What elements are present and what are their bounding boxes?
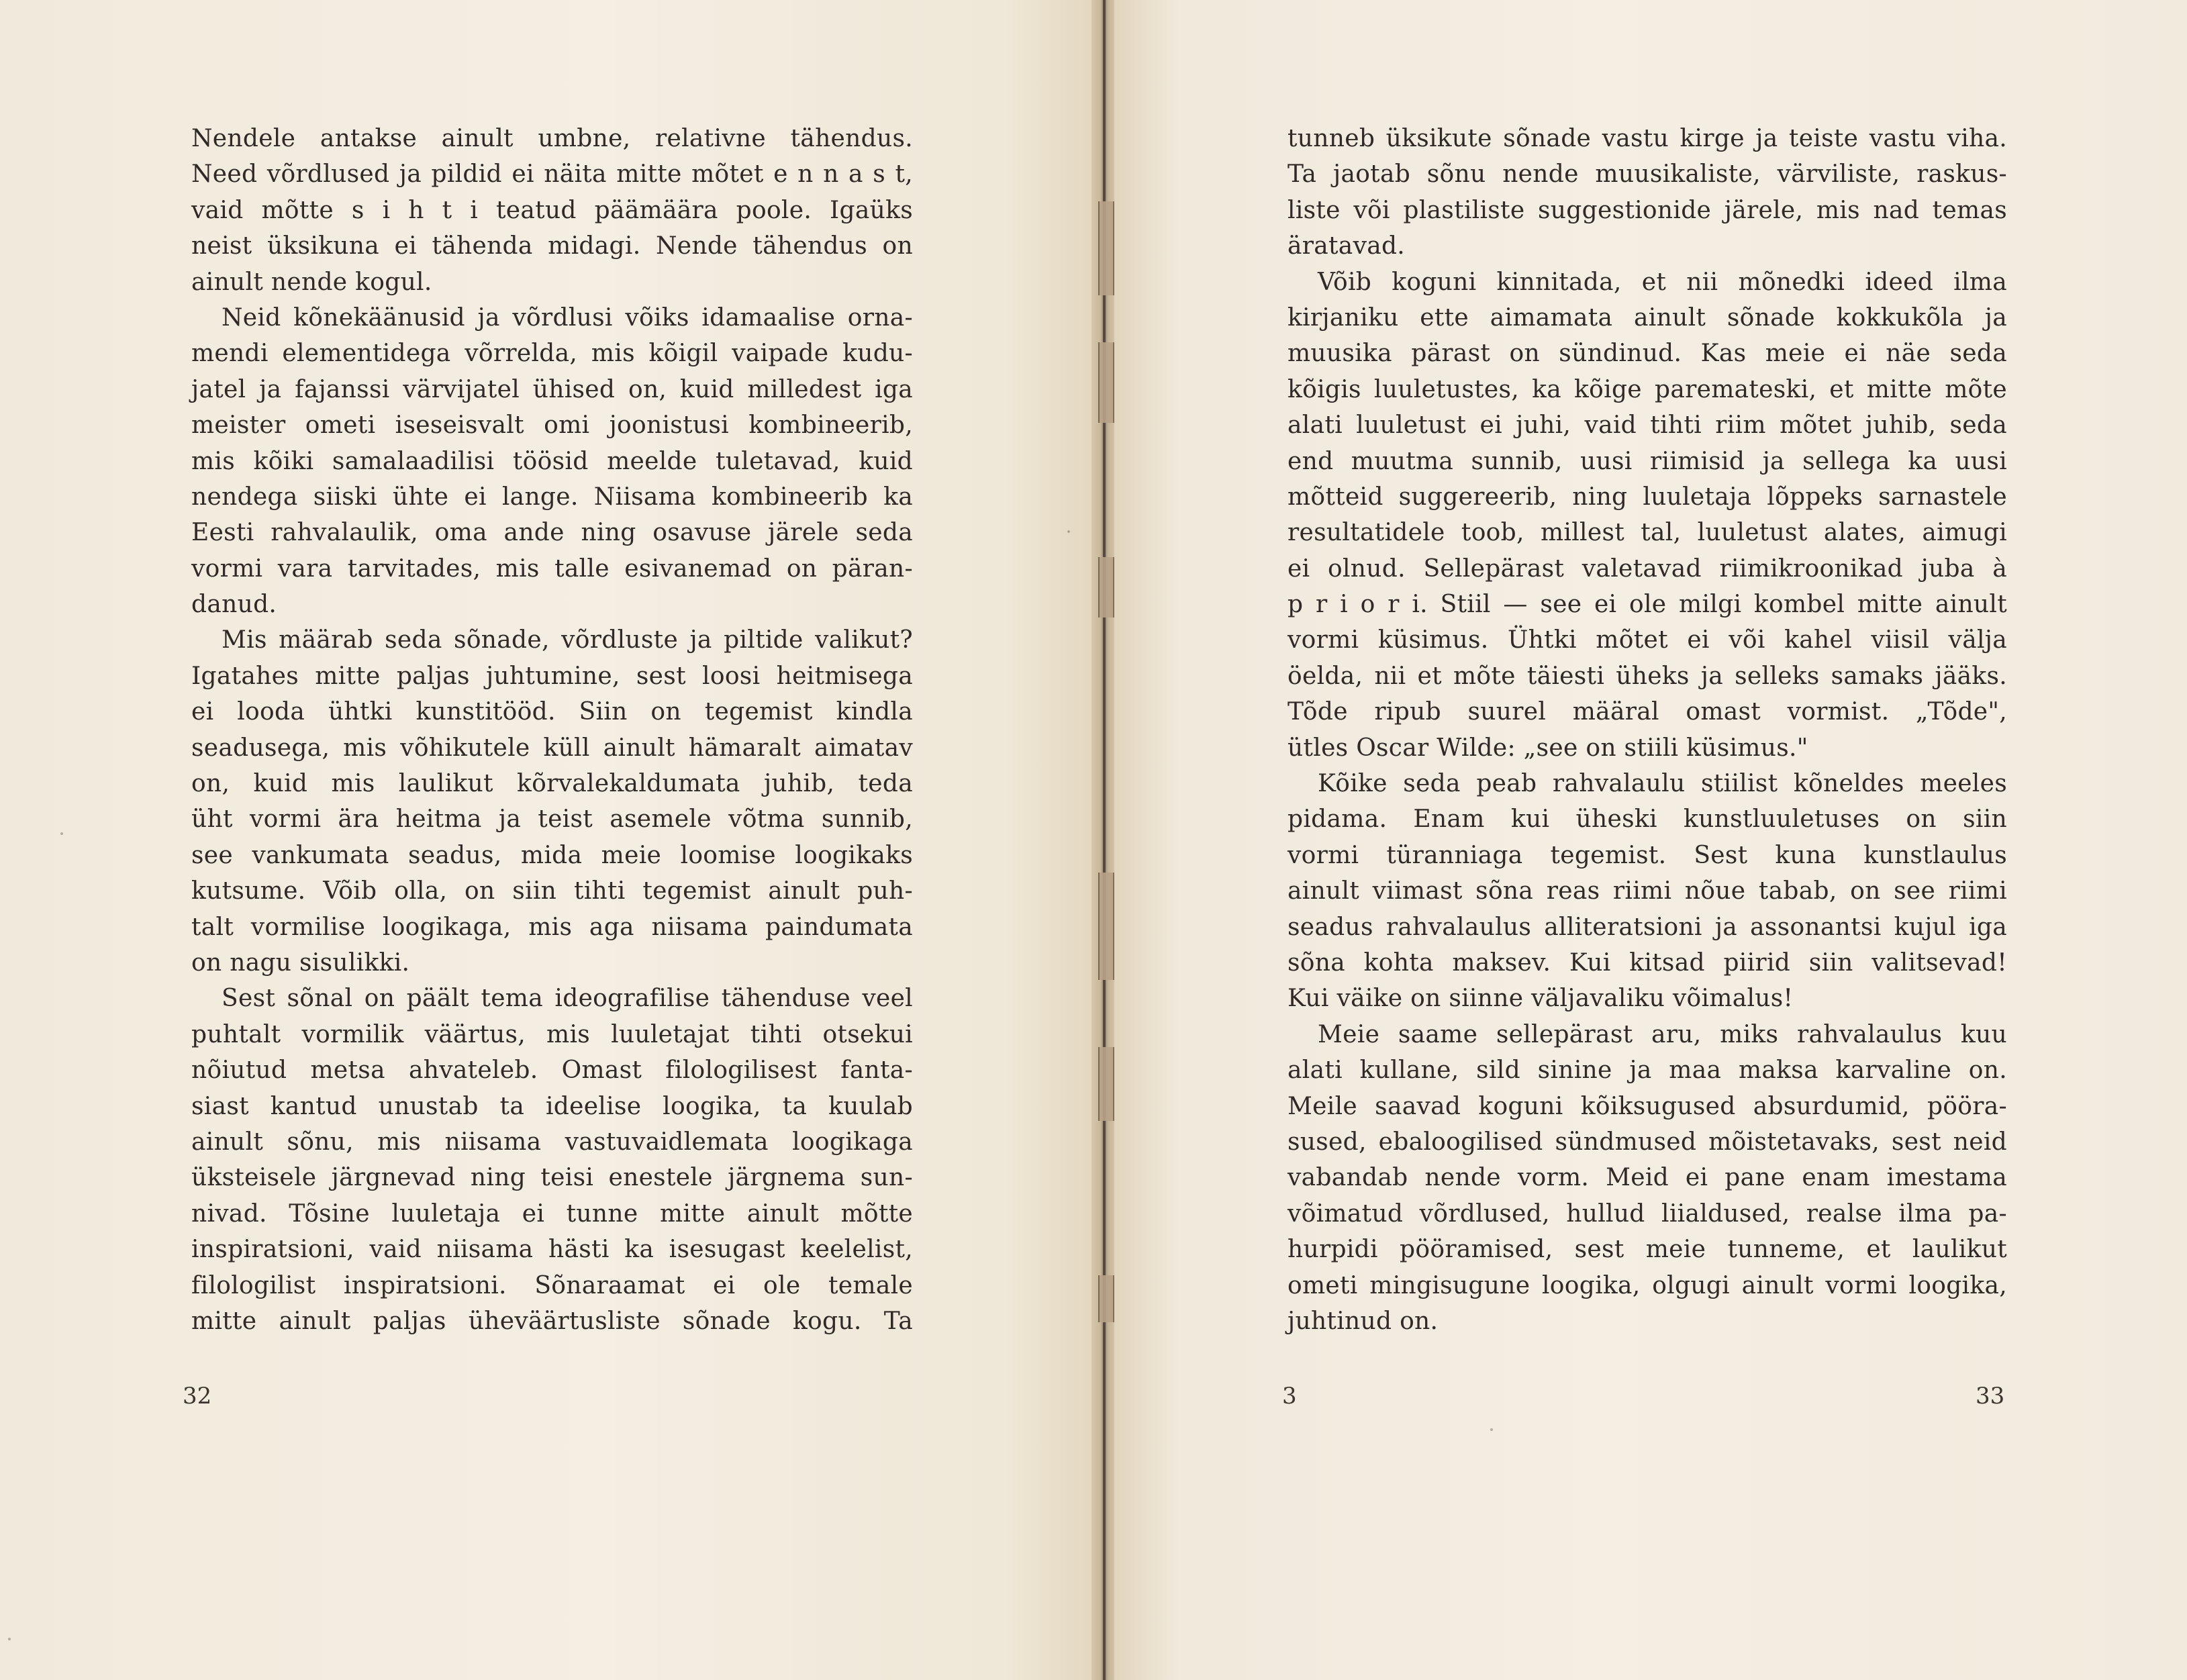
text-line: talt vormilise loogikaga, mis aga niisama paindumata bbox=[191, 913, 913, 941]
text-line: üksteisele järgnevad ning teisi enestele järgnema sun- bbox=[191, 1164, 913, 1192]
text-line: Meile saavad koguni kõiksugused absurdumid, pöörа- bbox=[1287, 1092, 2007, 1120]
text-line: Kui väike on siinne väljavaliku võimalus! bbox=[1287, 985, 1794, 1013]
text-line: üht vormi ära heitma ja teist asemele võtma sunnib, bbox=[191, 805, 913, 834]
text-line: nendega siiski ühte ei lange. Niisama kombineerib ka bbox=[191, 483, 913, 511]
text-line: Tõde ripub suurel määral omast vormist. „Tõde", bbox=[1287, 698, 2007, 726]
text-line: meister ometi iseseisvalt omi joonistusi kombineerib, bbox=[191, 411, 913, 440]
paper-speck bbox=[60, 832, 63, 835]
text-line: Meie saame sellepärast aru, miks rahvalaulus kuu bbox=[1318, 1020, 2007, 1048]
text-line: ainult sõnu, mis niisama vastuvaidlematа loogikaga bbox=[191, 1128, 913, 1156]
paper-speck bbox=[1067, 530, 1070, 533]
left-page-text-column bbox=[191, 121, 913, 1339]
text-line: see vankumata seadus, mida meie loomise loogikaks bbox=[191, 841, 913, 869]
text-line: ometi mingisugune loogika, olgugi ainult vormi loogika, bbox=[1287, 1271, 2007, 1299]
spine-tear bbox=[1098, 342, 1114, 423]
text-line: pidama. Enam kui üheski kunstluuletuses on siin bbox=[1287, 805, 2007, 834]
text-line: sused, ebaloogilised sündmused mõistetavaks, sest neid bbox=[1287, 1128, 2007, 1156]
text-line: mõtteid suggereerib, ning luuletaja lõppeks sarnastele bbox=[1287, 483, 2007, 511]
spine-tear bbox=[1098, 557, 1114, 617]
text-line: alati luuletust ei juhi, vaid tihti riim mõtet juhib, seda bbox=[1287, 411, 2007, 440]
text-line: siast kantud unustab ta ideelise loogika, ta kuulab bbox=[191, 1092, 913, 1120]
text-line: äratavad. bbox=[1287, 232, 1406, 260]
text-line: Igatahes mitte paljas juhtumine, sest loosi heitmisega bbox=[191, 662, 913, 690]
text-line: Nendele antakse ainult umbne, relativne tähendus. bbox=[191, 125, 913, 152]
text-line: resultatidele toob, millest tal, luuletust alates, aimugi bbox=[1287, 519, 2007, 547]
paper-speck bbox=[1490, 1428, 1493, 1431]
text-line: nõiutud metsa ahvateleb. Omast filologilisest fanta- bbox=[191, 1056, 913, 1085]
text-line: võimatud võrdlused, hullud liialdused, realse ilma pa- bbox=[1287, 1199, 2007, 1228]
text-line: vabandab nende vorm. Meid ei pane enam imestama bbox=[1287, 1164, 2007, 1192]
text-line: tunneb üksikute sõnade vastu kirge ja teiste vastu viha. bbox=[1287, 125, 2007, 152]
text-line: Eesti rahvalaulik, oma ande ning osavuse järele seda bbox=[191, 519, 913, 547]
right-page-text-column bbox=[1287, 121, 2007, 1339]
text-line: Sest sõnal on päält tema ideografilise tähenduse veel bbox=[222, 985, 913, 1013]
text-line: seadusega, mis võhikutele küll ainult hämaralt aimatav bbox=[191, 734, 913, 762]
text-line: p r i o r i. Stiil — see ei ole milgi kombel mitte ainult bbox=[1287, 591, 2007, 619]
text-line: on nagu sisulikki. bbox=[191, 948, 410, 977]
text-line: vaid mõtte s i h t i teatud päämäära poole. Igaüks bbox=[191, 196, 913, 224]
text-line: ei olnud. Sellepärast valetavad riimikroonikad juba à bbox=[1287, 554, 2007, 583]
spine-tear bbox=[1098, 873, 1114, 980]
text-line: jatel ja fajanssi värvijatel ühised on, kuid milledest iga bbox=[191, 375, 913, 403]
text-line: on, kuid mis laulikut kõrvalekaldumata juhib, teda bbox=[191, 770, 913, 798]
text-line: juhtinud on. bbox=[1287, 1307, 1439, 1335]
left-page-number: 32 bbox=[183, 1383, 212, 1410]
text-line: vormi küsimus. Ühtki mõtet ei või kahel viisil välja bbox=[1287, 626, 2007, 654]
text-line: Kõike seda peab rahvalaulu stiilist kõneldes meeles bbox=[1318, 770, 2007, 798]
printer-signature-mark: 3 bbox=[1282, 1383, 1297, 1410]
spine-tear bbox=[1098, 1047, 1114, 1121]
text-line: end muutma sunnib, uusi riimisid ja sellega ka uusi bbox=[1287, 447, 2007, 475]
text-line: neist üksikuna ei tähenda midagi. Nende tähendus on bbox=[191, 232, 913, 260]
text-line: mitte ainult paljas üheväärtusliste sõnade kogu. Ta bbox=[191, 1307, 913, 1335]
text-line: alati kullane, sild sinine ja maa maksa karvaline on. bbox=[1287, 1056, 2007, 1085]
text-line: kõigis luuletustes, ka kõige paremateski, et mitte mõte bbox=[1287, 375, 2007, 403]
text-line: kutsume. Võib olla, on siin tihti tegemist ainult puh- bbox=[191, 877, 913, 905]
text-line: nivad. Tõsine luuletaja ei tunne mitte ainult mõtte bbox=[191, 1199, 913, 1228]
text-line: Mis määrab seda sõnade, võrdluste ja piltide valikut? bbox=[222, 626, 913, 654]
text-line: mendi elementidega võrrelda, mis kõigil vaipade kudu- bbox=[191, 340, 913, 368]
text-line: puhtalt vormilik väärtus, mis luuletajat tihti otsekui bbox=[191, 1020, 913, 1048]
text-line: hurpidi pööramised, sest meie tunneme, et laulikut bbox=[1287, 1236, 2007, 1264]
text-line: muusika pärast on sündinud. Kas meie ei näe seda bbox=[1287, 340, 2007, 368]
text-line: Need võrdlused ja pildid ei näita mitte mõtet e n n a s t, bbox=[191, 160, 913, 189]
text-line: danud. bbox=[191, 591, 277, 619]
text-line: öelda, nii et mõte täiesti üheks ja selleks samaks jääks. bbox=[1287, 662, 2007, 690]
text-line: sõna kohta maksev. Kui kitsad piirid siin valitsevad! bbox=[1287, 948, 2007, 977]
text-line: inspiratsioni, vaid niisama hästi ka isesugast keelelist, bbox=[191, 1236, 913, 1264]
text-line: seadus rahvalaulus alliteratsioni ja assonantsi kujul iga bbox=[1287, 913, 2007, 941]
text-line: Ta jaotab sõnu nende muusikaliste, värviliste, raskus- bbox=[1287, 160, 2007, 189]
text-line: vormi türanniaga tegemist. Sest kuna kunstlaulus bbox=[1287, 841, 2007, 869]
text-line: filologilist inspiratsioni. Sõnaraamat ei ole temale bbox=[191, 1271, 913, 1299]
text-line: kirjaniku ette aimamata ainult sõnade kokkukõla ja bbox=[1287, 303, 2007, 332]
spine-tear bbox=[1098, 201, 1114, 295]
text-line: ei looda ühtki kunstitööd. Siin on tegemist kindla bbox=[191, 698, 913, 726]
text-line: vormi vara tarvitades, mis talle esivanemad on päran- bbox=[191, 554, 913, 583]
text-line: liste või plastiliste suggestionide järele, mis nad temas bbox=[1287, 196, 2007, 224]
right-page-number: 33 bbox=[1976, 1383, 2005, 1410]
text-line: Neid kõnekäänusid ja võrdlusi võiks idamaalise orna- bbox=[222, 303, 913, 332]
text-line: mis kõiki samalaadilisi töösid meelde tuletavad, kuid bbox=[191, 447, 913, 475]
spine-tear bbox=[1098, 1275, 1114, 1322]
text-line: ütles Oscar Wilde: „see on stiili küsimus." bbox=[1287, 734, 1808, 762]
text-line: ainult nende kogul. bbox=[191, 268, 432, 296]
text-line: Võib koguni kinnitada, et nii mõnedki ideed ilma bbox=[1318, 268, 2007, 296]
paper-speck bbox=[8, 1638, 11, 1640]
text-line: ainult viimast sõna reas riimi nõue tabab, on see riimi bbox=[1287, 877, 2007, 905]
